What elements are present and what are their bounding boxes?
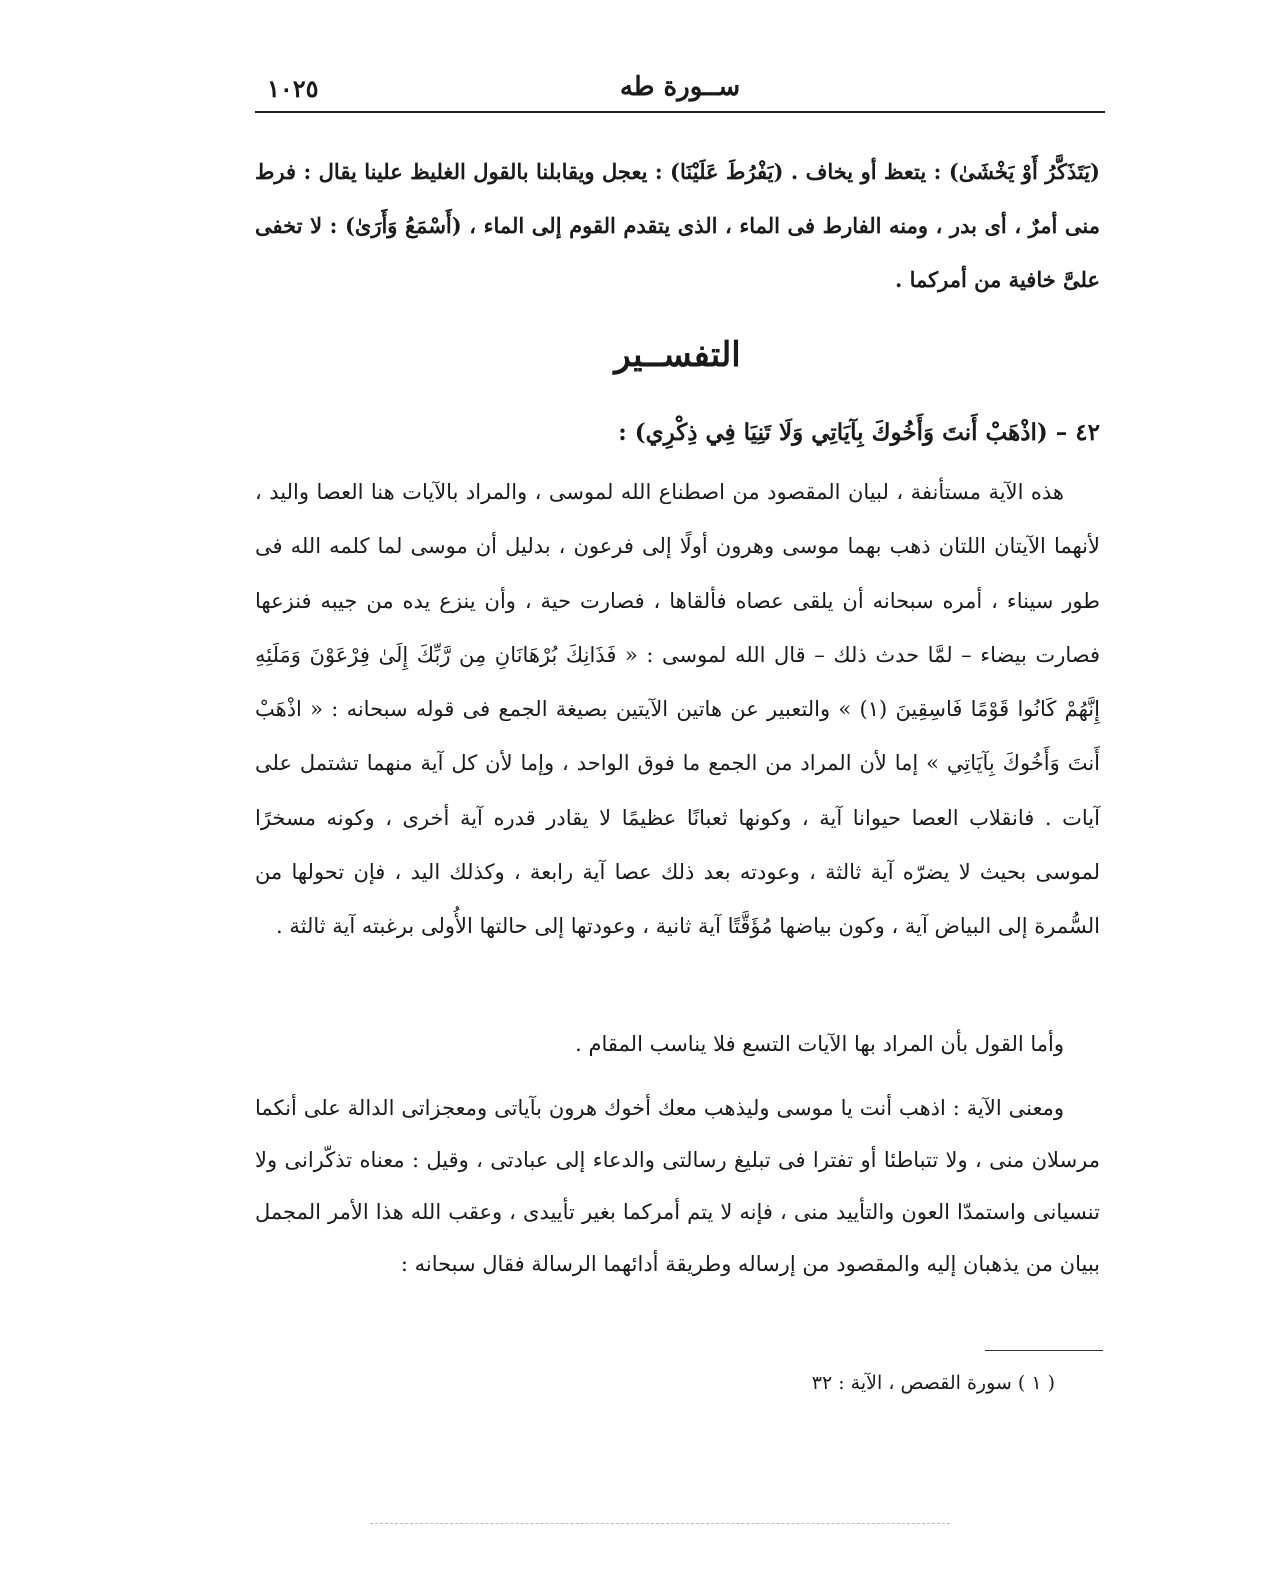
body-paragraph-1 [255,465,1100,954]
verse-line: ٤٢ – (اذْهَبْ أَنتَ وَأَخُوكَ بِآيَاتِي وَلَا تَنِيَا فِي ذِكْرِي) : [618,419,1100,446]
header-rule [255,111,1105,113]
scan-edge-line [370,1523,950,1525]
glossary-text: (يَتَذَكَّرُ أَوْ يَخْشَىٰ) : يتعظ أو يخاف . (يَفْرُطَ عَلَيْنَا) : يعجل ويقابلنا بالقول الغليظ علينا يقال : فرط منى أمرٌ ، أى بدر ، ومنه الفارط فى الماء ، الذى يتقدم القوم إلى الماء ، (أَسْمَعُ وَأَرَىٰ) : لا تخفى علىَّ خافية من أمركما . [255,159,1100,292]
footnote-rule [985,1350,1103,1351]
paragraph-text: وأما القول بأن المراد بها الآيات التسع فلا يناسب المقام . [575,1032,1064,1056]
surah-title: ســورة طه [619,72,741,102]
glossary-paragraph [255,145,1100,307]
running-header [255,70,1105,110]
page-number: ١٠٢٥ [267,74,319,103]
paragraph-text: هذه الآية مستأنفة ، لبيان المقصود من اصطناع الله لموسى ، والمراد بالآيات هنا العصا واليد ، لأنهما الآيتان اللتان ذهب بهما موسى وهرون أولًا إلى فرعون ، بدليل أن موسى لما كلمه الله فى طور سيناء ، أمره سبحانه أن يلقى عصاه فألقاها ، فصارت حية ، وأن ينزع يده من جيبه فنزعها فصارت بيضاء – لمَّا حدث ذلك – قال الله لموسى : « فَذَانِكَ بُرْهَانَانِ مِن رَّبِّكَ إِلَىٰ فِرْعَوْنَ وَمَلَئِهِ إِنَّهُمْ كَانُوا قَوْمًا فَاسِقِينَ (١) » والتعبير عن هاتين الآيتين بصيغة الجمع فى قوله سبحانه : « اذْهَبْ أَنتَ وَأَخُوكَ بِآيَاتِي » إما لأن المراد من الجمع ما فوق الواحد ، وإما لأن كل آية منهما تشتمل على آيات . فانقلاب العصا حيوانا آية ، وكونها ثعبانًا عظيمًا لا يقادر قدره آية أخرى ، وكونه مسخرًا لموسى بحيث لا يضرّه آية ثالثة ، وعودته بعد ذلك عصا آية رابعة ، وكذلك اليد ، فإن تحولها من السُّمرة إلى البياض آية ، وكون بياضها مُؤَقَّتًا آية ثانية ، وعودتها إلى حالتها الأُولى برغبته آية ثالثة . [255,480,1100,939]
section-heading: التفســير [614,335,741,375]
paragraph-text: ومعنى الآية : اذهب أنت يا موسى وليذهب معك أخوك هرون بآياتى ومعجزاتى الدالة على أنكما مرسلان منى ، ولا تتباطئا أو تفترا فى تبليغ رسالتى والدعاء إلى عبادتى ، وقيل : معناه تذكّرانى ولا تنسيانى واستمدّا العون والتأييد منى ، فإنه لا يتم أمركما بغير تأييدى ، وعقب الله هذا الأمر المجمل ببيان من يذهبان إليه والمقصود من إرساله وطريقة أدائهما الرسالة فقال سبحانه : [255,1096,1100,1276]
body-paragraph-3 [255,1082,1100,1290]
body-paragraph-2 [255,1017,1100,1071]
footnote: ( ١ ) سورة القصص ، الآية : ٣٢ [811,1372,1055,1394]
